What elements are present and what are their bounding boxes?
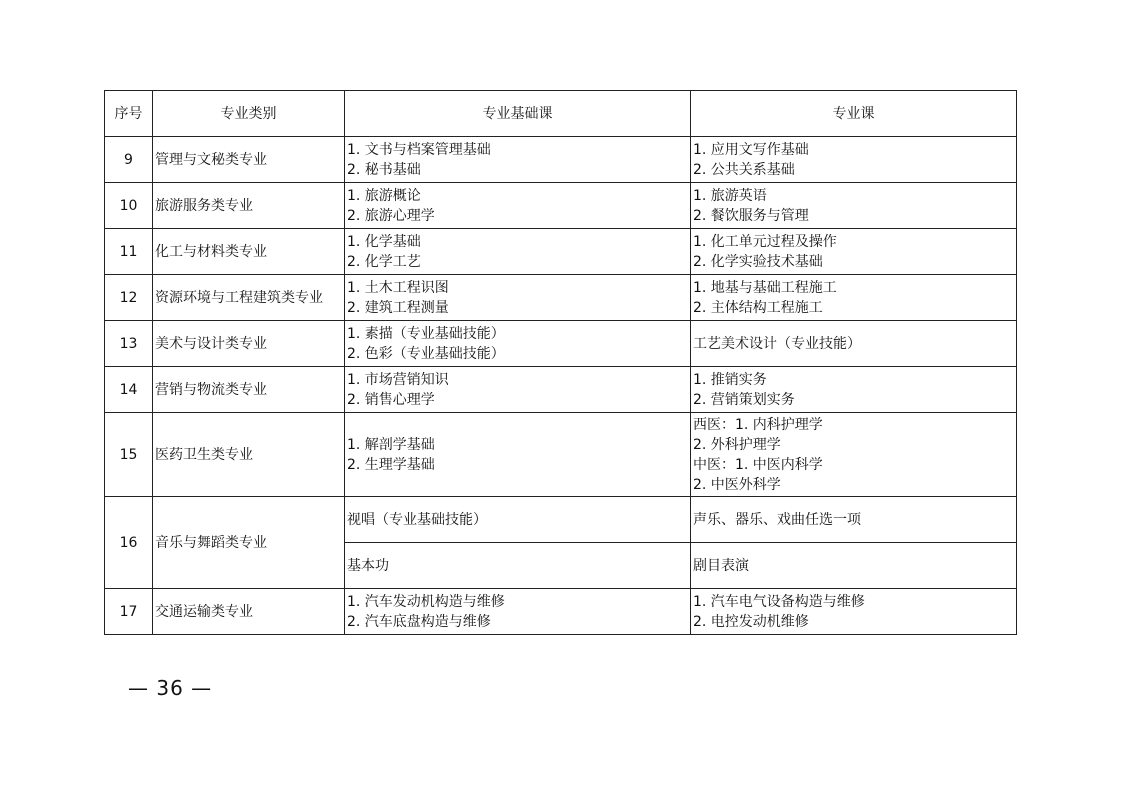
table-row [105,229,1017,275]
course-line: 2. 中医外科学 [693,476,781,493]
row-category: 资源环境与工程建筑类专业 [153,275,345,321]
table-row [105,137,1017,183]
course-line: 2. 电控发动机维修 [693,613,809,630]
course-line: 西医：1. 内科护理学 [693,416,823,433]
course-line: 2. 外科护理学 [693,436,781,453]
course-line: 2. 主体结构工程施工 [693,299,823,316]
row-basic-courses [345,543,691,589]
row-basic-courses [345,275,691,321]
header-major-courses: 专业课 [691,91,1017,137]
row-category: 交通运输类专业 [153,589,345,635]
page-number: — 36 — [128,676,213,700]
row-basic-courses [345,137,691,183]
course-line: 1. 应用文写作基础 [693,141,809,158]
course-line: 工艺美术设计（专业技能） [693,335,861,352]
row-basic-courses [345,367,691,413]
course-line: 1. 旅游英语 [693,187,767,204]
course-line: 2. 餐饮服务与管理 [693,207,809,224]
table-row [105,183,1017,229]
row-num: 13 [105,321,153,367]
row-major-courses [691,413,1017,497]
course-line: 1. 素描（专业基础技能） [347,325,505,342]
row-basic-courses [345,589,691,635]
course-line: 1. 汽车电气设备构造与维修 [693,593,865,610]
row-major-courses [691,321,1017,367]
row-category: 音乐与舞蹈类专业 [153,497,345,589]
row-num: 15 [105,413,153,497]
course-line: 剧目表演 [693,557,749,574]
header-num: 序号 [105,91,153,137]
table-row [105,321,1017,367]
course-line: 2. 化学实验技术基础 [693,253,823,270]
course-line: 2. 建筑工程测量 [347,299,449,316]
course-line: 1. 文书与档案管理基础 [347,141,491,158]
row-category: 美术与设计类专业 [153,321,345,367]
course-line: 1. 化学基础 [347,233,421,250]
course-line: 2. 化学工艺 [347,253,421,270]
course-line: 声乐、器乐、戏曲任选一项 [693,511,861,528]
table-row [105,367,1017,413]
course-line: 2. 公共关系基础 [693,161,795,178]
row-category: 化工与材料类专业 [153,229,345,275]
course-line: 2. 销售心理学 [347,391,435,408]
row-major-courses [691,367,1017,413]
row-num: 12 [105,275,153,321]
course-line: 1. 地基与基础工程施工 [693,279,837,296]
course-line: 视唱（专业基础技能） [347,511,487,528]
row-num: 16 [105,497,153,589]
table-row [105,497,1017,543]
course-line: 1. 推销实务 [693,371,767,388]
course-line: 2. 汽车底盘构造与维修 [347,613,491,630]
course-line: 基本功 [347,557,389,574]
course-line: 2. 营销策划实务 [693,391,795,408]
course-line: 1. 解剖学基础 [347,436,435,453]
course-line: 1. 市场营销知识 [347,371,449,388]
row-category: 旅游服务类专业 [153,183,345,229]
row-basic-courses [345,497,691,543]
row-major-courses [691,229,1017,275]
row-num: 10 [105,183,153,229]
row-major-courses [691,183,1017,229]
header-category: 专业类别 [153,91,345,137]
row-major-courses [691,275,1017,321]
row-basic-courses [345,229,691,275]
course-line: 2. 生理学基础 [347,456,435,473]
course-line: 1. 化工单元过程及操作 [693,233,837,250]
table-header-row [105,91,1017,137]
course-line: 2. 秘书基础 [347,161,421,178]
course-line: 1. 汽车发动机构造与维修 [347,593,505,610]
row-category: 营销与物流类专业 [153,367,345,413]
course-line: 中医：1. 中医内科学 [693,456,823,473]
row-category: 管理与文秘类专业 [153,137,345,183]
row-num: 17 [105,589,153,635]
row-major-courses [691,589,1017,635]
table-row [105,275,1017,321]
course-line: 2. 色彩（专业基础技能） [347,345,505,362]
table-row [105,589,1017,635]
row-major-courses [691,543,1017,589]
row-num: 9 [105,137,153,183]
course-line: 1. 土木工程识图 [347,279,449,296]
header-basic-courses: 专业基础课 [345,91,691,137]
course-line: 1. 旅游概论 [347,187,421,204]
row-major-courses [691,137,1017,183]
subjects-table [104,90,1017,635]
row-major-courses [691,497,1017,543]
row-basic-courses [345,413,691,497]
row-basic-courses [345,183,691,229]
table-row [105,413,1017,497]
row-num: 14 [105,367,153,413]
course-line: 2. 旅游心理学 [347,207,435,224]
row-basic-courses [345,321,691,367]
row-category: 医药卫生类专业 [153,413,345,497]
row-num: 11 [105,229,153,275]
